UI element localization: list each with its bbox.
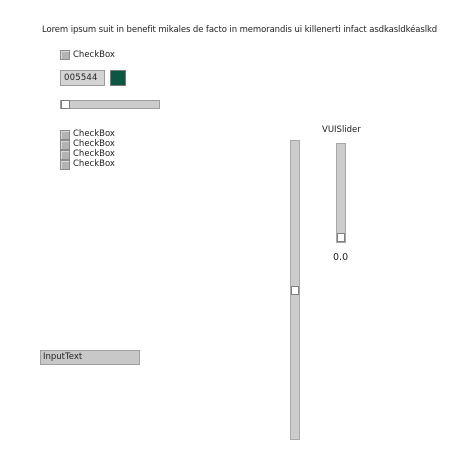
checkbox-group-item-2[interactable] [60, 140, 70, 150]
checkbox-group-label-4: CheckBox [73, 159, 115, 169]
checkbox-group-label-1: CheckBox [73, 129, 115, 139]
vui-slider[interactable] [336, 143, 346, 243]
color-swatch[interactable] [110, 70, 126, 86]
checkbox[interactable] [60, 50, 70, 60]
vertical-slider-large-thumb[interactable] [291, 286, 299, 295]
checkbox-group-item-1[interactable] [60, 130, 70, 140]
checkbox-group-item-3[interactable] [60, 150, 70, 160]
checkbox-group-label-3: CheckBox [73, 149, 115, 159]
horizontal-slider-thumb[interactable] [61, 100, 70, 109]
vui-slider-title: VUISlider [322, 125, 361, 135]
vui-slider-value: 0.0 [333, 252, 349, 263]
checkbox-group-label-2: CheckBox [73, 139, 115, 149]
header-text: Lorem ipsum suit in benefit mikales de facto in memorandis ui killenerti infact asdkasldkéaslkd [42, 25, 438, 35]
checkbox-group-item-4[interactable] [60, 160, 70, 170]
checkbox-label: CheckBox [73, 50, 115, 60]
text-input[interactable]: InputText [40, 350, 140, 365]
horizontal-slider[interactable] [60, 100, 160, 109]
vertical-slider-large[interactable] [290, 140, 300, 440]
vui-slider-thumb[interactable] [337, 233, 345, 242]
color-hex-field[interactable]: 005544 [60, 70, 105, 86]
